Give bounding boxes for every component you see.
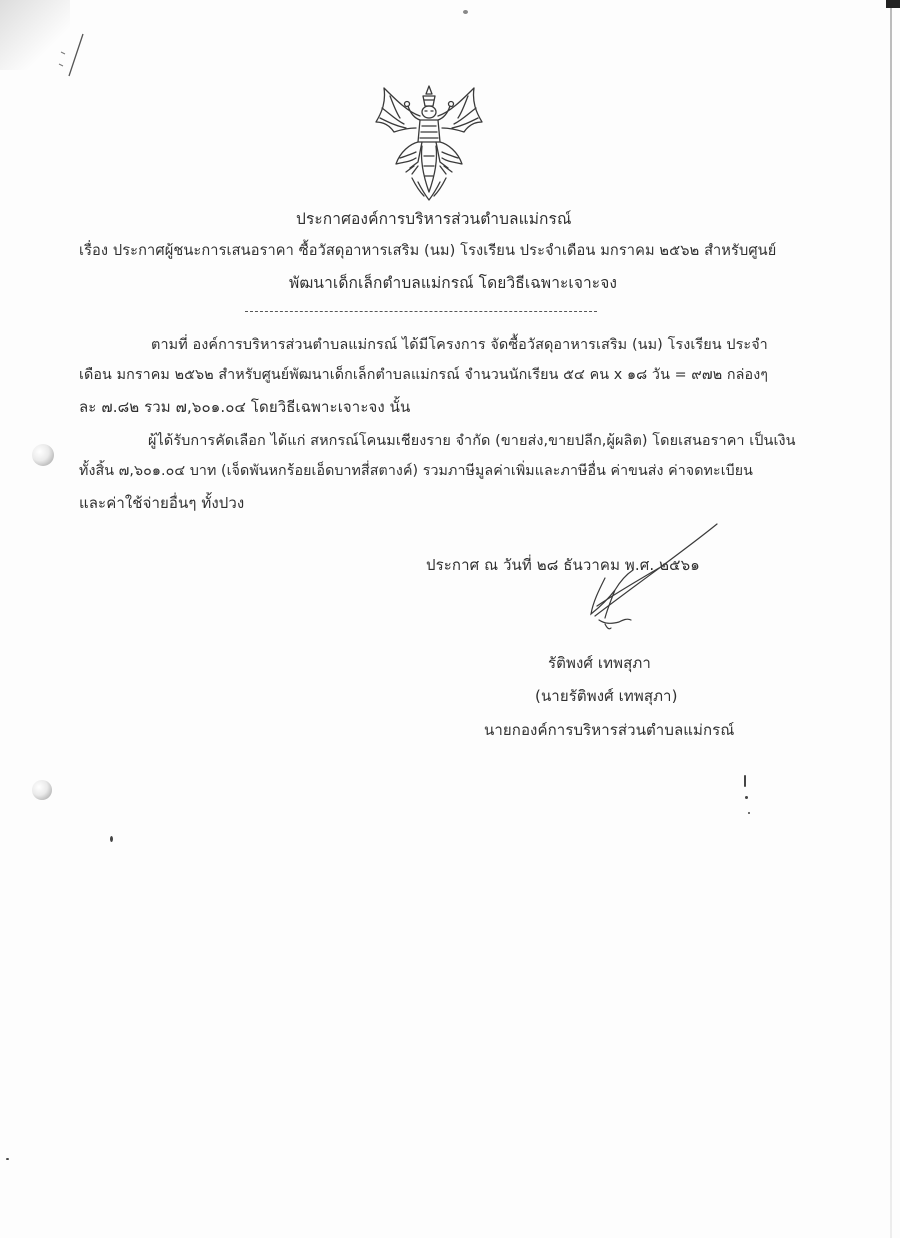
scan-speck <box>110 836 113 842</box>
paragraph-2-line-1: ผู้ได้รับการคัดเลือก ได้แก่ สหกรณ์โคนมเชียงราย จำกัด (ขายส่ง,ขายปลีก,ผู้ผลิต) โดยเสนอราคา เป็นเงิน <box>148 433 796 449</box>
paragraph-2-line-2: ทั้งสิ้น ๗,๖๐๑.๐๔ บาท (เจ็ดพันหกร้อยเอ็ดบาทสี่สตางค์) รวมภาษีมูลค่าเพิ่มและภาษีอื่น ค่าขนส่ง ค่าจดทะเบียน <box>79 463 753 479</box>
paragraph-2-line-3: และค่าใช้จ่ายอื่นๆ ทั้งปวง <box>79 494 245 512</box>
scan-speck <box>748 812 750 814</box>
paragraph-1-line-3: ละ ๗.๘๒ รวม ๗,๖๐๑.๐๔ โดยวิธีเฉพาะเจาะจง นั้น <box>79 398 411 416</box>
paragraph-1-line-1: ตามที่ องค์การบริหารส่วนตำบลแม่กรณ์ ได้มีโครงการ จัดซื้อวัสดุอาหารเสริม (นม) โรงเรียน ประจำ <box>151 337 768 353</box>
handwritten-signature <box>575 520 725 640</box>
scan-speck <box>745 796 748 799</box>
title-separator <box>245 311 597 312</box>
announcement-title: ประกาศองค์การบริหารส่วนตำบลแม่กรณ์ <box>296 210 572 228</box>
signer-position: นายกองค์การบริหารส่วนตำบลแม่กรณ์ <box>484 721 735 739</box>
binder-hole-top <box>32 444 54 466</box>
scan-speck <box>744 775 746 787</box>
scan-speck <box>463 10 468 14</box>
signer-name: รัติพงศ์ เทพสุภา <box>548 654 651 672</box>
scan-speck <box>6 1158 9 1160</box>
garuda-emblem-icon <box>370 82 488 204</box>
signer-full-name: (นายรัติพงศ์ เทพสุภา) <box>535 687 678 705</box>
subject-line-2: พัฒนาเด็กเล็กตำบลแม่กรณ์ โดยวิธีเฉพาะเจาะจง <box>289 274 618 292</box>
subject-line-1: เรื่อง ประกาศผู้ชนะการเสนอราคา ซื้อวัสดุอาหารเสริม (นม) โรงเรียน ประจำเดือน มกราคม ๒๕๖๒ สำหรับศูนย์ <box>79 242 777 259</box>
binder-hole-bottom <box>32 780 52 800</box>
paragraph-1-line-2: เดือน มกราคม ๒๕๖๒ สำหรับศูนย์พัฒนาเด็กเล็กตำบลแม่กรณ์ จำนวนนักเรียน ๕๔ คน x ๑๘ วัน = ๙๗๒ กล่องๆ <box>79 367 769 383</box>
scan-edge <box>890 0 892 1238</box>
announcement-date: ประกาศ ณ วันที่ ๒๘ ธันวาคม พ.ศ. ๒๕๖๑ <box>426 556 700 574</box>
stray-pen-mark <box>55 30 95 80</box>
scan-corner-mark <box>886 0 900 8</box>
